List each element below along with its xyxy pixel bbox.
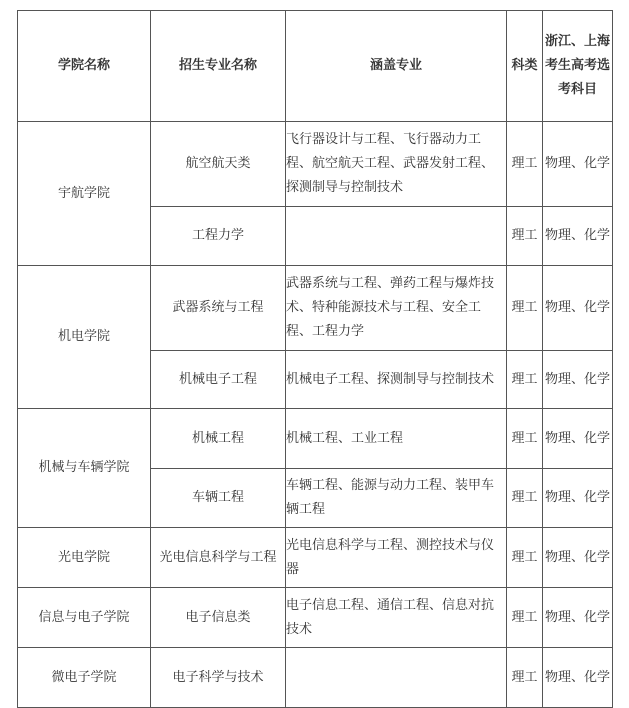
major-name: 机械工程 xyxy=(151,409,286,469)
coverage-text: 飞行器设计与工程、飞行器动力工程、航空航天工程、武器发射工程、探测制导与控制技术 xyxy=(286,122,507,207)
coverage-text: 机械工程、工业工程 xyxy=(286,409,507,469)
coverage-text xyxy=(286,207,507,266)
college-name: 光电学院 xyxy=(18,528,151,588)
category-text: 理工 xyxy=(507,409,543,469)
subjects-text: 物理、化学 xyxy=(543,266,613,351)
table-row xyxy=(18,648,613,708)
table-row xyxy=(18,588,613,648)
college-name: 宇航学院 xyxy=(18,122,151,266)
major-name: 工程力学 xyxy=(151,207,286,266)
coverage-text: 车辆工程、能源与动力工程、装甲车辆工程 xyxy=(286,469,507,528)
major-name: 光电信息科学与工程 xyxy=(151,528,286,588)
header-subjects: 浙江、上海考生高考选考科目 xyxy=(543,11,613,122)
major-name: 机械电子工程 xyxy=(151,351,286,409)
table-row xyxy=(18,528,613,588)
subjects-text: 物理、化学 xyxy=(543,351,613,409)
table-row xyxy=(18,409,613,469)
category-text: 理工 xyxy=(507,266,543,351)
major-name: 电子科学与技术 xyxy=(151,648,286,708)
table-row xyxy=(18,266,613,351)
major-name: 航空航天类 xyxy=(151,122,286,207)
category-text: 理工 xyxy=(507,207,543,266)
college-name: 微电子学院 xyxy=(18,648,151,708)
major-name: 车辆工程 xyxy=(151,469,286,528)
header-row xyxy=(18,11,613,122)
subjects-text: 物理、化学 xyxy=(543,528,613,588)
coverage-text: 电子信息工程、通信工程、信息对抗技术 xyxy=(286,588,507,648)
college-name: 机电学院 xyxy=(18,266,151,409)
table-row xyxy=(18,122,613,207)
category-text: 理工 xyxy=(507,122,543,207)
subjects-text: 物理、化学 xyxy=(543,409,613,469)
admission-table xyxy=(17,10,613,708)
category-text: 理工 xyxy=(507,469,543,528)
major-name: 武器系统与工程 xyxy=(151,266,286,351)
category-text: 理工 xyxy=(507,528,543,588)
college-name: 信息与电子学院 xyxy=(18,588,151,648)
category-text: 理工 xyxy=(507,648,543,708)
header-major: 招生专业名称 xyxy=(151,11,286,122)
header-category: 科类 xyxy=(507,11,543,122)
subjects-text: 物理、化学 xyxy=(543,469,613,528)
subjects-text: 物理、化学 xyxy=(543,648,613,708)
category-text: 理工 xyxy=(507,351,543,409)
major-name: 电子信息类 xyxy=(151,588,286,648)
coverage-text xyxy=(286,648,507,708)
subjects-text: 物理、化学 xyxy=(543,122,613,207)
header-coverage: 涵盖专业 xyxy=(286,11,507,122)
coverage-text: 武器系统与工程、弹药工程与爆炸技术、特种能源技术与工程、安全工程、工程力学 xyxy=(286,266,507,351)
header-college: 学院名称 xyxy=(18,11,151,122)
college-name: 机械与车辆学院 xyxy=(18,409,151,528)
category-text: 理工 xyxy=(507,588,543,648)
coverage-text: 光电信息科学与工程、测控技术与仪器 xyxy=(286,528,507,588)
subjects-text: 物理、化学 xyxy=(543,588,613,648)
subjects-text: 物理、化学 xyxy=(543,207,613,266)
coverage-text: 机械电子工程、探测制导与控制技术 xyxy=(286,351,507,409)
